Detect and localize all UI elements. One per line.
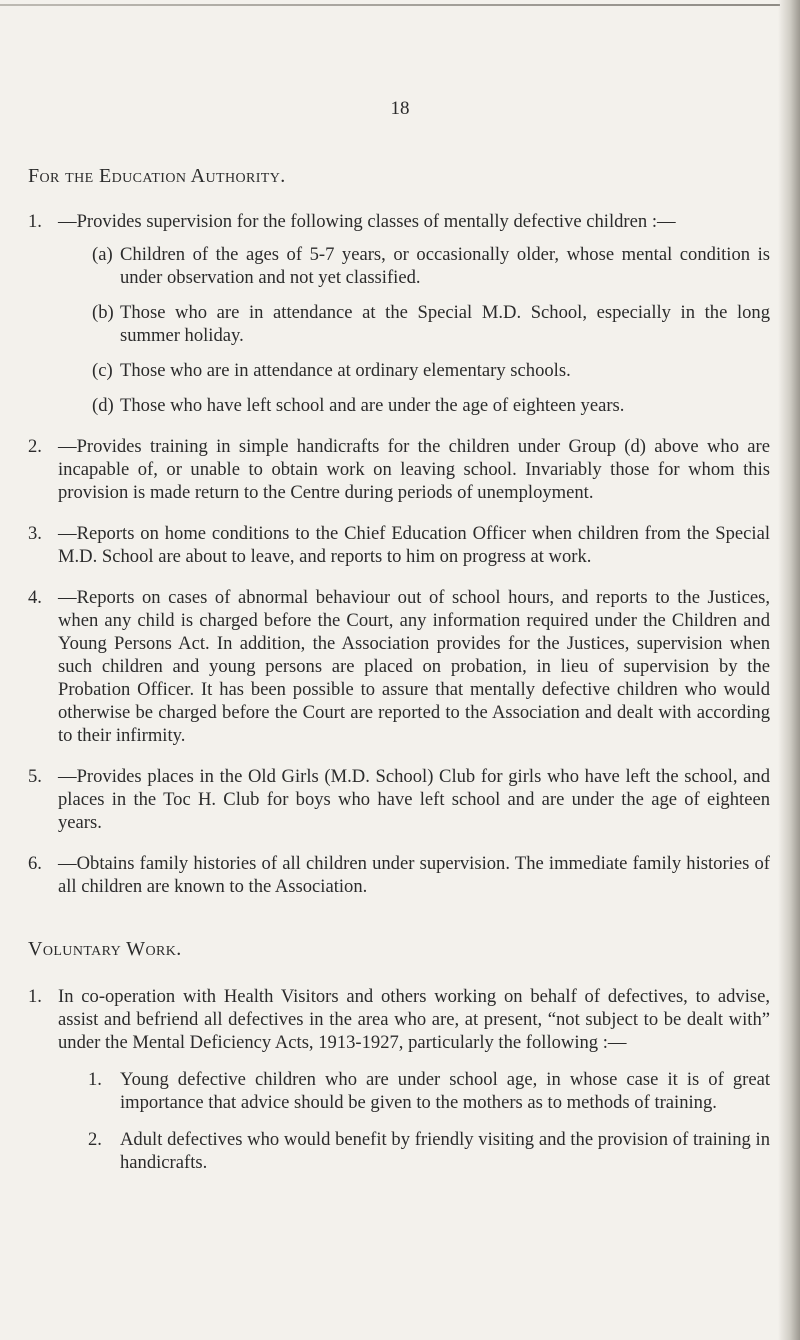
sub-item-letter: (d) [92, 395, 114, 416]
page-content [28, 165, 770, 1192]
sub-item-text: Those who have left school and are under the age of eighteen years. [120, 395, 625, 416]
list-item [28, 985, 770, 1174]
sub-item-text: Those who are in attendance at the Special M.D. School, especially in the long summer holiday. [120, 302, 770, 346]
item-number: 3. [28, 523, 42, 544]
page-edge-shadow [778, 0, 800, 1340]
sub-list-item [58, 394, 770, 417]
section-heading-voluntary-work: Voluntary Work. [28, 938, 182, 960]
sub-item-number: 2. [88, 1129, 102, 1150]
sub-list-item [58, 359, 770, 382]
sub-list-item [58, 1128, 770, 1174]
item-number: 4. [28, 587, 42, 608]
list-item [28, 210, 770, 417]
sub-list [58, 243, 770, 417]
sub-item-letter: (a) [92, 244, 113, 265]
sub-item-letter: (c) [92, 360, 113, 381]
item-text: In co-operation with Health Visitors and others working on behalf of defectives, to advise, assist and befriend all defectives in the area who are, at present, “not subject to be dealt with” under the Mental Deficiency Acts, 1913-1927, particularly the following :— [58, 986, 770, 1053]
list-item [28, 435, 770, 504]
item-text: —Obtains family histories of all children under supervision. The immediate family histories of all children are known to the Association. [58, 853, 770, 897]
sub-list-item [58, 1068, 770, 1114]
list-item [28, 765, 770, 834]
list-item [28, 586, 770, 747]
item-number: 2. [28, 436, 42, 457]
page-number: 18 [390, 98, 410, 119]
sub-list-item [58, 301, 770, 347]
sub-item-text: Those who are in attendance at ordinary elementary schools. [120, 360, 571, 381]
sub-item-letter: (b) [92, 302, 114, 323]
sub-item-text: Adult defectives who would benefit by friendly visiting and the provision of training in handicrafts. [120, 1129, 770, 1173]
sub-list-item [58, 243, 770, 289]
item-text: —Provides supervision for the following classes of mentally defective children :— [58, 211, 676, 232]
section-heading-education-authority: For the Education Authority. [28, 165, 286, 187]
list-item [28, 852, 770, 898]
list-item [28, 522, 770, 568]
item-text: —Provides training in simple handicrafts for the children under Group (d) above who are incapable of, or unable to obtain work on leaving school. Invariably those for whom this provision is made return to the Centre during periods of unemployment. [58, 436, 770, 503]
item-text: —Reports on cases of abnormal behaviour out of school hours, and reports to the Justices, when any child is charged before the Court, any information required under the Children and Young Persons Act. In addition, the Association provides for the Justices, supervision when such children and young persons are placed on probation, in lieu of supervision by the Probation Officer. It has been possible to assure that mentally defective children who would otherwise be charged before the Court are reported to the Association and dealt with according to their infirmity. [58, 587, 770, 746]
item-number: 6. [28, 853, 42, 874]
item-number: 5. [28, 766, 42, 787]
sub-item-text: Children of the ages of 5-7 years, or occasionally older, whose mental condition is under observation and not yet classified. [120, 244, 770, 288]
item-text: —Provides places in the Old Girls (M.D. School) Club for girls who have left the school, and places in the Toc H. Club for boys who have left school and are under the age of eighteen years. [58, 766, 770, 833]
item-number: 1. [28, 211, 42, 232]
item-number: 1. [28, 986, 42, 1007]
sub-item-text: Young defective children who are under school age, in whose case it is of great importance that advice should be given to the mothers as to methods of training. [120, 1069, 770, 1113]
sub-item-number: 1. [88, 1069, 102, 1090]
item-text: —Reports on home conditions to the Chief Education Officer when children from the Special M.D. School are about to leave, and reports to him on progress at work. [58, 523, 770, 567]
top-rule [0, 4, 780, 6]
